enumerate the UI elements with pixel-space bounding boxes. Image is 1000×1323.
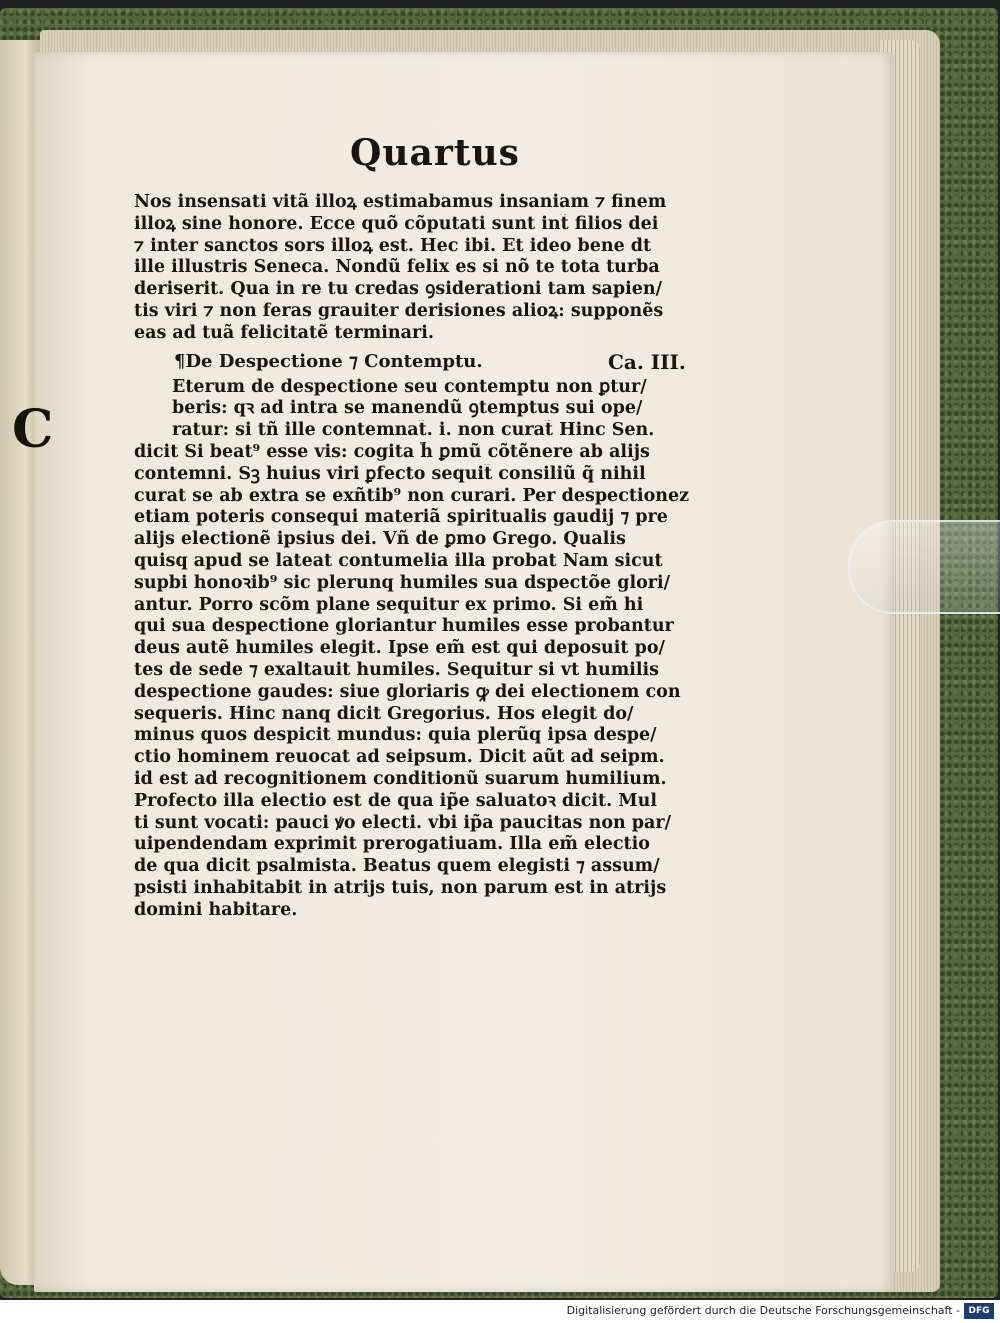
text-line: despectione gaudes: siue gloriaris ꝙ dei electionem con [134, 681, 681, 702]
text-line: beris: qꝛ ad intra se manendũ ꝯtemptus sui ope/ [172, 398, 643, 419]
text-line: qui sua despectione gloriantur humiles esse probantur [134, 616, 674, 637]
text-line: supbi honoꝛib⁹ sic plerunq humiles sua dspectõe glori/ [134, 572, 671, 593]
text-line: eas ad tuã felicitatẽ terminari. [134, 322, 434, 343]
text-line: sequeris. Hinc nanq dicit Gregorius. Hos elegit do/ [134, 703, 634, 724]
text-line: uipendendam exprimit prerogatiuam. Illa em̃ electio [134, 834, 650, 855]
chapter-heading-row [134, 347, 714, 377]
text-line: antur. Porro scõm plane sequitur ex primo. Si em̃ hi [134, 594, 644, 615]
footer-bar [0, 1300, 1000, 1323]
text-line: etiam poteris consequi materiã spiritualis gaudij ⁊ pre [134, 507, 668, 528]
text-line: contemni. Sꝫ huius viri ꝑfecto sequit̃ consiliũ q̃ nihil [134, 463, 646, 484]
text-line: domini habitare. [134, 899, 298, 920]
page-title: Quartus [350, 132, 520, 174]
text-line: tis viri ⁊ non feras grauiter derisiones alioꝝ: supponẽs [134, 300, 664, 321]
text-line: ti sunt vocati: pauci ꝟo electi. vbi ip̃a paucitas non par/ [134, 812, 671, 833]
text-line: psisti inhabitabit in atrijs tuis, non parum est in atrijs [134, 877, 667, 898]
funding-credit: Digitalisierung gefördert durch die Deutsche Forschungsgemeinschaft - [566, 1304, 960, 1317]
text-line: ctio hominem reuocat ad seipsum. Dicit aũt ad seipm. [134, 747, 665, 768]
text-line: tes de sede ⁊ exaltauit humiles. Sequitur si vt humilis [134, 659, 660, 680]
chapter-heading: ¶De Despectione ⁊ Contemptu. [174, 350, 483, 372]
text-line: dicit Si beat⁹ esse vis: cogita h̃ ꝑmũ cõtẽnere ab alijs [134, 441, 650, 462]
text-block-body [134, 377, 714, 922]
text-line: de qua dicit psalmista. Beatus quem elegisti ⁊ assum/ [134, 856, 660, 877]
text-line: deus autẽ humiles elegit. Ipse em̃ est qui deposuit po/ [134, 638, 665, 659]
page-text [134, 192, 714, 922]
text-line: Nos insensati vitã illoꝝ estimabamus insaniam ⁊ finem [134, 192, 667, 212]
text-line: id est ad recognitionem conditionũ suarum humilium. [134, 768, 667, 789]
text-line: curat se ab extra se exñtib⁹ non curari. Per despectionez [134, 485, 690, 506]
text-line: deriserit. Qua in re tu credas ꝯsiderationi tam sapien/ [134, 279, 663, 300]
text-line: Eterum de despectione seu contemptu non ꝑtur/ [172, 376, 647, 397]
dfg-logo: DFG [964, 1303, 994, 1319]
text-block-top [134, 192, 714, 345]
text-line: ratur: si tñ ille contemnat̃. i. non curat̃ Hinc Sen. [172, 420, 655, 441]
text-line: alijs electionẽ ipsius dei. Vñ de ꝑmo Grego. Qualis [134, 529, 626, 550]
page-clip [848, 520, 1000, 614]
chapter-number: Ca. III. [608, 349, 686, 374]
text-line: Profecto illa electio est de qua ip̃e saluatoꝛ dicit. Mul [134, 790, 658, 811]
initial-letter: C [12, 399, 54, 460]
text-line: illoꝝ sine honore. Ecce quõ cõputati sunt int̃ filios dei [134, 213, 659, 234]
text-line: quisq apud se lateat contumelia illa probat Nam sicut [134, 550, 663, 571]
text-line: ille illustris Seneca. Nondũ felix es si nõ te tota turba [134, 257, 660, 278]
text-line: minus quos despicit mundus: quia plerũq ipsa despe/ [134, 725, 657, 746]
text-line: ⁊ inter sanctos sors illoꝝ est. Hec ibi. Et ideo bene dt [134, 235, 652, 256]
